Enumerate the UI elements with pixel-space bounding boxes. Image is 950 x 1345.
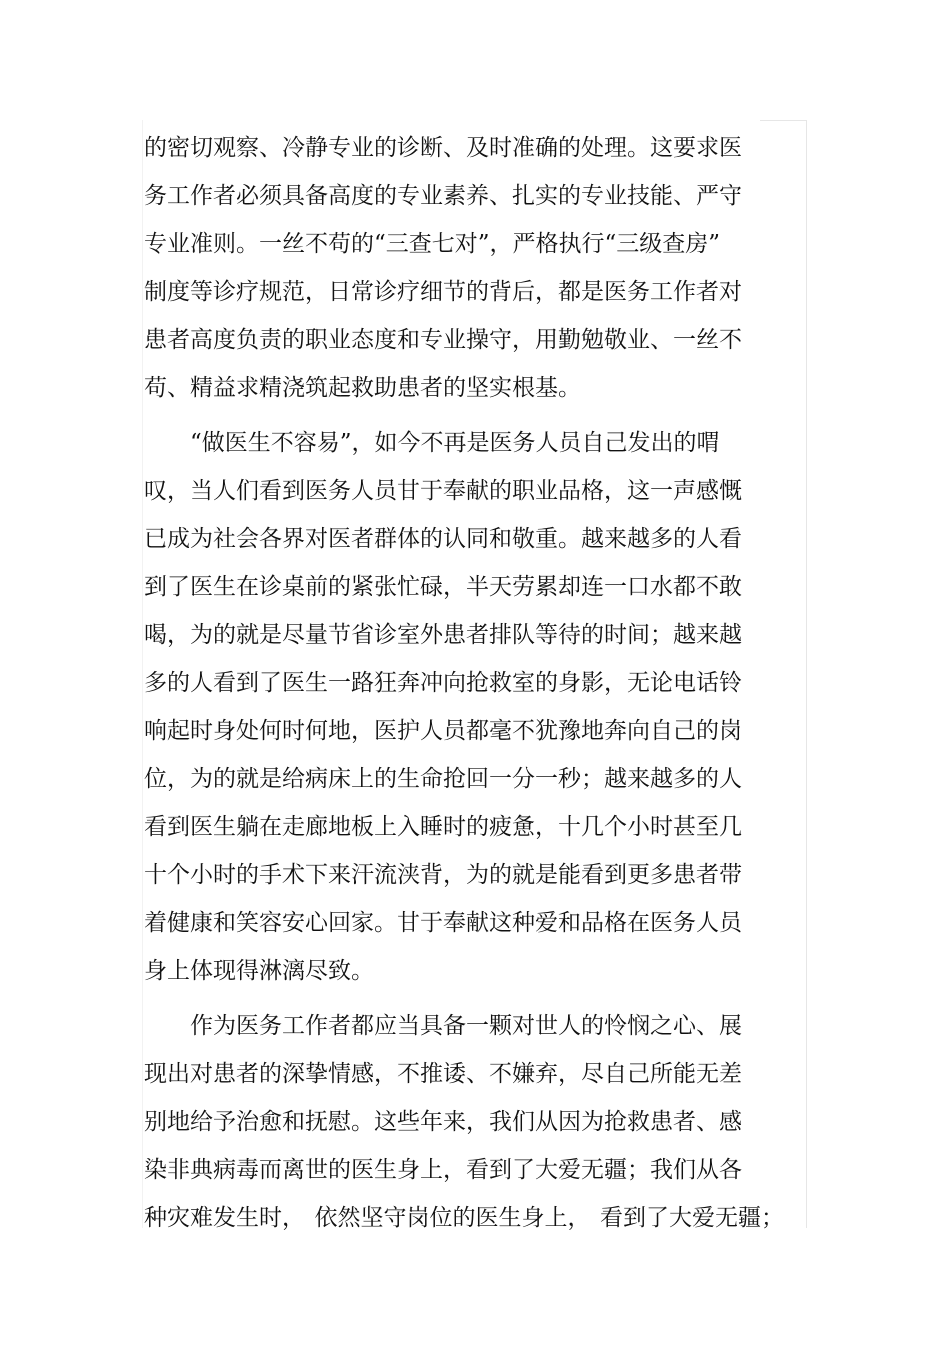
text-segment: 依然坚守岗位的医生身上， <box>314 1205 591 1231</box>
text-line: 身上体现得淋漓尽致。 <box>144 958 374 984</box>
paragraph-first-line: “做医生不容易”，如今不再是医务人员自己发出的喟 <box>190 430 720 456</box>
paragraph-first-line: 作为医务工作者都应当具备一颗对世人的怜悯之心、展 <box>190 1013 742 1039</box>
page-frame-left <box>142 120 143 1228</box>
text-line: 到了医生在诊桌前的紧张忙碌，半天劳累却连一口水都不敢 <box>144 574 742 600</box>
text-line: 务工作者必须具备高度的专业素养、扎实的专业技能、严守 <box>144 183 742 209</box>
text-line: 制度等诊疗规范，日常诊疗细节的背后，都是医务工作者对 <box>144 279 742 305</box>
page-frame-right <box>806 120 807 1228</box>
text-line: 位，为的就是给病床上的生命抢回一分一秒；越来越多的人 <box>144 766 742 792</box>
text-line: 看到医生躺在走廊地板上入睡时的疲惫，十几个小时甚至几 <box>144 814 742 840</box>
text-line: 响起时身处何时何地，医护人员都毫不犹豫地奔向自己的岗 <box>144 718 742 744</box>
text-line-justified <box>144 1203 784 1233</box>
text-line: 的密切观察、冷静专业的诊断、及时准确的处理。这要求医 <box>144 135 742 161</box>
text-line: 患者高度负责的职业态度和专业操守，用勤勉敬业、一丝不 <box>144 327 742 353</box>
text-segment: 种灾难发生时， <box>144 1205 305 1231</box>
text-line: 别地给予治愈和抚慰。这些年来，我们从因为抢救患者、感 <box>144 1109 742 1135</box>
text-line: 已成为社会各界对医者群体的认同和敬重。越来越多的人看 <box>144 526 742 552</box>
text-line: 苟、精益求精浇筑起救助患者的坚实根基。 <box>144 375 581 401</box>
text-line: 喝，为的就是尽量节省诊室外患者排队等待的时间；越来越 <box>144 622 742 648</box>
page-frame-top <box>760 120 807 121</box>
text-line: 多的人看到了医生一路狂奔冲向抢救室的身影，无论电话铃 <box>144 670 742 696</box>
text-segment: 看到了大爱无疆； <box>600 1205 784 1231</box>
text-line: 染非典病毒而离世的医生身上，看到了大爱无疆；我们从各 <box>144 1157 742 1183</box>
text-line: 现出对患者的深挚情感，不推诿、不嫌弃，尽自己所能无差 <box>144 1061 742 1087</box>
text-line: 叹，当人们看到医务人员甘于奉献的职业品格，这一声感慨 <box>144 478 742 504</box>
text-line: 专业准则。一丝不苟的“三查七对”，严格执行“三级查房” <box>144 231 721 257</box>
text-line: 着健康和笑容安心回家。甘于奉献这种爱和品格在医务人员 <box>144 910 742 936</box>
text-line: 十个小时的手术下来汗流浃背，为的就是能看到更多患者带 <box>144 862 742 888</box>
